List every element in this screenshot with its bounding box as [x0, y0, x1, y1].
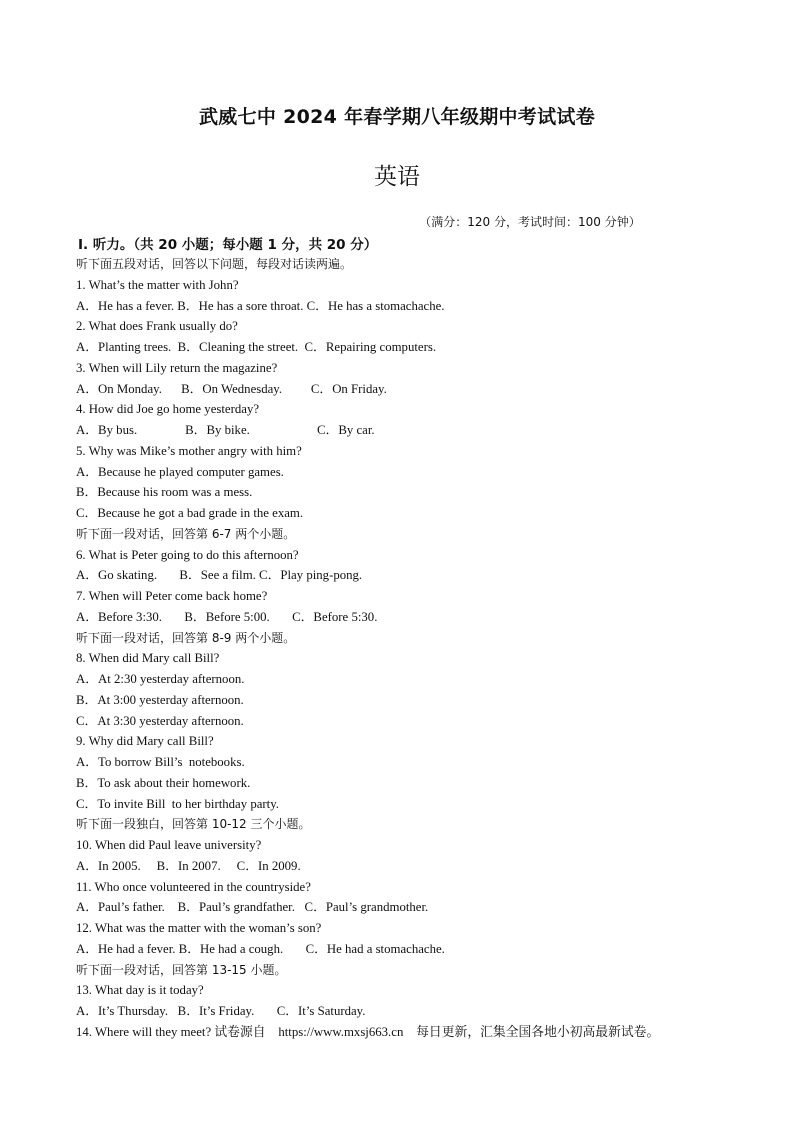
answer-options-line: A．By bus. B．By bike. C．By car.	[76, 423, 375, 437]
question-line: 12. What was the matter with the woman’s son?	[76, 921, 322, 935]
answer-options-line: A．Go skating. B．See a film. C．Play ping-pong.	[76, 568, 363, 583]
answer-options-line: A．It’s Thursday. B．It’s Friday. C．It’s Saturday.	[76, 1004, 366, 1018]
question-line: 6. What is Peter going to do this afternoon?	[76, 547, 299, 562]
answer-options-line: A．Before 3:30. B．Before 5:00. C．Before 5:30.	[76, 609, 378, 624]
answer-options-line: A．Because he played computer games.	[76, 464, 284, 479]
answer-options-line: A．He had a fever. B．He had a cough. C．He had a stomachache.	[76, 941, 445, 956]
instruction-line: 听下面一段对话，回答第 6-7 两个小题。	[76, 526, 296, 541]
exam-title: 武威七中 2024 年春学期八年级期中考试试卷	[198, 106, 595, 128]
answer-options-line: A．He has a fever. B．He has a sore throat. C．He has a stomachache.	[76, 298, 445, 313]
question-line: 9. Why did Mary call Bill?	[76, 734, 214, 749]
subject-title: 英语	[374, 164, 420, 190]
question-line: 4. How did Joe go home yesterday?	[76, 402, 260, 417]
question-line: 1. What’s the matter with John?	[76, 277, 239, 292]
question-line: 13. What day is it today?	[76, 983, 204, 998]
question-list	[76, 254, 776, 1043]
answer-options-line: C．To invite Bill to her birthday party.	[76, 796, 279, 811]
answer-options-line: A．To borrow Bill’s notebooks.	[76, 755, 245, 769]
question-line: 5. Why was Mike’s mother angry with him?	[76, 443, 302, 458]
answer-options-line: C．Because he got a bad grade in the exam.	[76, 506, 304, 520]
instruction-line: 听下面一段对话，回答第 8-9 两个小题。	[76, 630, 296, 645]
question-line: 14. Where will they meet? 试卷源自 https://www.mxsj663.cn 每日更新，汇集全国各地小初高最新试卷。	[76, 1024, 660, 1039]
answer-options-line: C．At 3:30 yesterday afternoon.	[76, 713, 244, 728]
question-line: 8. When did Mary call Bill?	[76, 651, 220, 666]
answer-options-line: A．Planting trees. B．Cleaning the street. C．Repairing computers.	[76, 340, 437, 354]
question-line: 11. Who once volunteered in the countryside?	[76, 879, 311, 894]
section-heading-listening: Ⅰ. 听力。（共 20 小题；每小题 1 分，共 20 分）	[78, 237, 378, 253]
question-line: 3. When will Lily return the magazine?	[76, 360, 278, 375]
instruction-line: 听下面一段独白，回答第 10-12 三个小题。	[76, 817, 311, 832]
question-line: 10. When did Paul leave university?	[76, 838, 262, 852]
question-line: 2. What does Frank usually do?	[76, 319, 238, 334]
answer-options-line: A．At 2:30 yesterday afternoon.	[76, 672, 245, 686]
answer-options-line: B．At 3:00 yesterday afternoon.	[76, 692, 244, 707]
instruction-line: 听下面五段对话，回答以下问题，每段对话读两遍。	[76, 257, 353, 271]
answer-options-line: A．In 2005. B．In 2007. C．In 2009.	[76, 858, 301, 873]
score-time-info: （满分：120 分，考试时间：100 分钟）	[419, 215, 641, 229]
answer-options-line: A．Paul’s father. B．Paul’s grandfather. C．Paul’s grandmother.	[76, 900, 429, 915]
answer-options-line: B．Because his room was a mess.	[76, 485, 253, 500]
instruction-line: 听下面一段对话，回答第 13-15 小题。	[76, 962, 287, 977]
question-line: 7. When will Peter come back home?	[76, 589, 268, 603]
answer-options-line: B．To ask about their homework.	[76, 775, 251, 790]
answer-options-line: A．On Monday. B．On Wednesday. C．On Friday.	[76, 381, 387, 396]
